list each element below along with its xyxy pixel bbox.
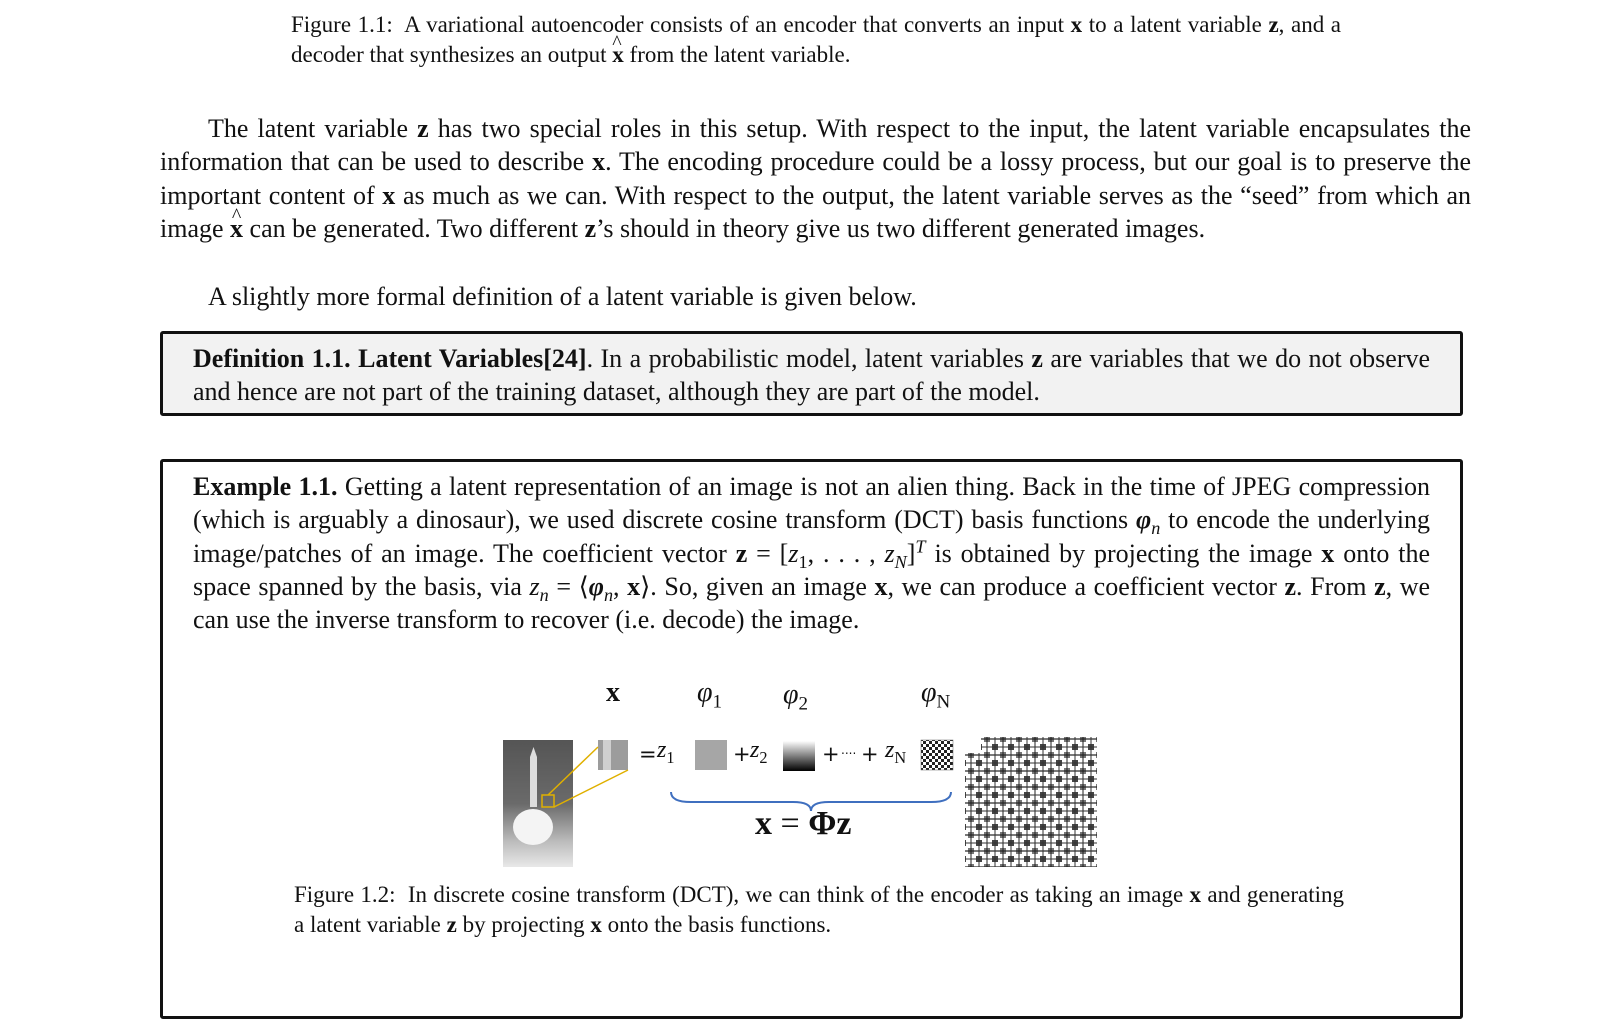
caption-text: , and a decoder that synthesizes an output (291, 12, 1342, 67)
math-z: z (735, 538, 748, 568)
citation-link[interactable]: [24] (543, 344, 587, 373)
zn-label (885, 737, 907, 767)
caption-text: from the latent variable. (629, 42, 851, 67)
definition-body: are variables that we do not observe and hence are not part of the training dataset, although they are part of the model. (193, 344, 1431, 407)
phi-n-label (921, 677, 951, 713)
math-x: x (590, 912, 602, 937)
example-body: is obtained by projecting the image (934, 538, 1313, 568)
equation-x: x (755, 805, 772, 842)
example-body: ⟩. So, given an image (640, 571, 867, 601)
rocket-body (530, 757, 537, 807)
caption-text: by projecting (462, 912, 585, 937)
z-subscript: N (894, 747, 907, 767)
example-box (160, 459, 1463, 1019)
equation-phi: Φ (808, 805, 837, 842)
phi-subscript: 2 (798, 693, 809, 715)
rocket-exhaust (513, 809, 553, 845)
phi-1-label (697, 677, 723, 713)
paragraph-text: as much as we can. With respect to the output, the latent variable serves as the “seed” from which an image (160, 180, 1472, 243)
equals-sign: = (639, 742, 657, 766)
figure-label: Figure 1.2: (294, 882, 396, 907)
example-body: onto the space spanned by the basis, via (193, 538, 1431, 601)
example-title: Example 1.1. (193, 472, 338, 501)
phi-2-label (783, 679, 809, 715)
plus-sign: + (861, 742, 879, 766)
math-x-hat: ^ x (230, 212, 243, 245)
dct-basis-grid (965, 737, 1097, 867)
z2-label (750, 737, 768, 767)
ellipsis: .... (841, 743, 857, 757)
paragraph-text: The latent variable (208, 114, 409, 143)
z-symbol: z (750, 737, 760, 763)
phi-subscript: N (936, 691, 951, 713)
math-x: x (1070, 12, 1083, 37)
plus-sign: + (822, 742, 840, 766)
math-superscript: T (915, 535, 926, 556)
definition-text (193, 342, 1430, 409)
figure-label: Figure 1.1: (291, 12, 393, 37)
figure-1-2-caption (294, 880, 1344, 940)
math-subscript: N (894, 551, 907, 572)
math-x: x (874, 571, 888, 601)
caption-text: A variational autoencoder consists of an encoder that converts an input (404, 12, 1065, 37)
phi-symbol: φ (697, 677, 713, 708)
math-phi: φ (1135, 505, 1152, 535)
math-z: z (446, 912, 457, 937)
basis-n (921, 740, 953, 770)
plus-sign: + (733, 742, 751, 766)
math-x: x (1321, 538, 1335, 568)
math-z: z (1268, 12, 1279, 37)
math-z: z (1284, 571, 1297, 601)
math-z: z (884, 538, 895, 568)
phi-symbol: φ (783, 679, 799, 710)
caption-text: In discrete cosine transform (DCT), we can think of the encoder as taking an image (407, 882, 1184, 907)
math-operator: = [ (756, 538, 789, 568)
definition-box (160, 331, 1463, 416)
z1-label (657, 737, 675, 767)
z-symbol: z (885, 737, 895, 763)
example-body: Getting a latent representation of an image is not an alien thing. Back in the time of JPEG compression (which is arguably a dinosaur), we used discrete cosine transform (DCT) basis functions (193, 472, 1431, 535)
paragraph-text: has two special roles in this setup. With respect to the input, the latent variable encapsulates the information that can be used to describe (160, 114, 1471, 177)
math-z: z (584, 213, 597, 243)
paragraph-latent-roles (160, 112, 1471, 245)
image-patch (598, 740, 628, 770)
z-subscript: 2 (759, 747, 768, 767)
math-subscript: n (603, 585, 614, 606)
math-x: x (382, 180, 396, 210)
math-subscript: n (1151, 518, 1161, 539)
z-symbol: z (657, 737, 667, 763)
phi-symbol: φ (921, 677, 937, 708)
math-x: x (627, 571, 641, 601)
math-operator: = ⟨ (556, 571, 589, 601)
equation-x-phi-z (755, 805, 851, 843)
dct-figure (503, 677, 1123, 867)
caption-text: onto the basis functions. (607, 912, 832, 937)
math-operator: , . . . , (807, 538, 876, 568)
example-body: . From (1296, 571, 1367, 601)
math-z: z (1031, 344, 1043, 373)
example-body: to encode the underlying image/patches of an image. The coefficient vector (193, 505, 1431, 568)
paragraph-text: . The encoding procedure could be a lossy process, but our goal is to preserve the important content of (160, 147, 1472, 210)
caption-text: and generating a latent variable (294, 882, 1344, 937)
math-z: z (788, 538, 799, 568)
example-text: Example 1.1. Getting a latent representation of an image is not an alien thing. Back in the time of JPEG compression (which is arguably a dinosaur), we used discrete cosine transform (DCT) basis functions $\varphi_n$ to encode the underlying image/patches of an image. The coefficient vector $z = [z_1$, . . . , $z_N]^T$ is obtained by projecting the image x onto the space spanned by the basis, via $z_n$ = $⟨\varphi_n$, x⟩. So, given an image x, we can produce a coefficient vector z. From z, we can use the inverse transform to recover (i.e. decode) the image. (193, 472, 1431, 635)
math-x: x (592, 147, 606, 177)
math-z: z (1374, 571, 1386, 601)
image-patch-highlight (603, 740, 611, 770)
figure-1-1-caption (291, 10, 1341, 70)
definition-title: Definition 1.1. Latent Variables (193, 344, 544, 373)
math-subscript: 1 (798, 551, 808, 572)
definition-body: . In a probabilistic model, latent variables (586, 344, 1024, 373)
equation-z: z (836, 805, 852, 842)
equation-equals: = (780, 805, 800, 842)
caption-text: to a latent variable (1088, 12, 1262, 37)
dct-basis-dc (965, 737, 981, 753)
math-x: x (1189, 882, 1202, 907)
math-x-hat: ^ x (612, 40, 624, 70)
basis-2 (783, 741, 815, 771)
diagram-x-label: x (606, 677, 620, 708)
math-z: z (529, 571, 540, 601)
paragraph-text: ’s should in theory give us two different generated images. (596, 213, 1206, 243)
phi-subscript: 1 (712, 691, 723, 713)
math-phi: φ (588, 571, 604, 601)
paragraph-definition-intro: A slightly more formal definition of a latent variable is given below. (208, 282, 917, 311)
math-subscript: n (539, 585, 549, 606)
z-subscript: 1 (666, 747, 675, 767)
example-body: , we can use the inverse transform to recover (i.e. decode) the image. (193, 571, 1431, 635)
paragraph-text: can be generated. Two different (249, 213, 579, 243)
example-body: , we can produce a coefficient vector (887, 571, 1277, 601)
math-z: z (417, 114, 429, 143)
basis-1 (695, 740, 727, 770)
